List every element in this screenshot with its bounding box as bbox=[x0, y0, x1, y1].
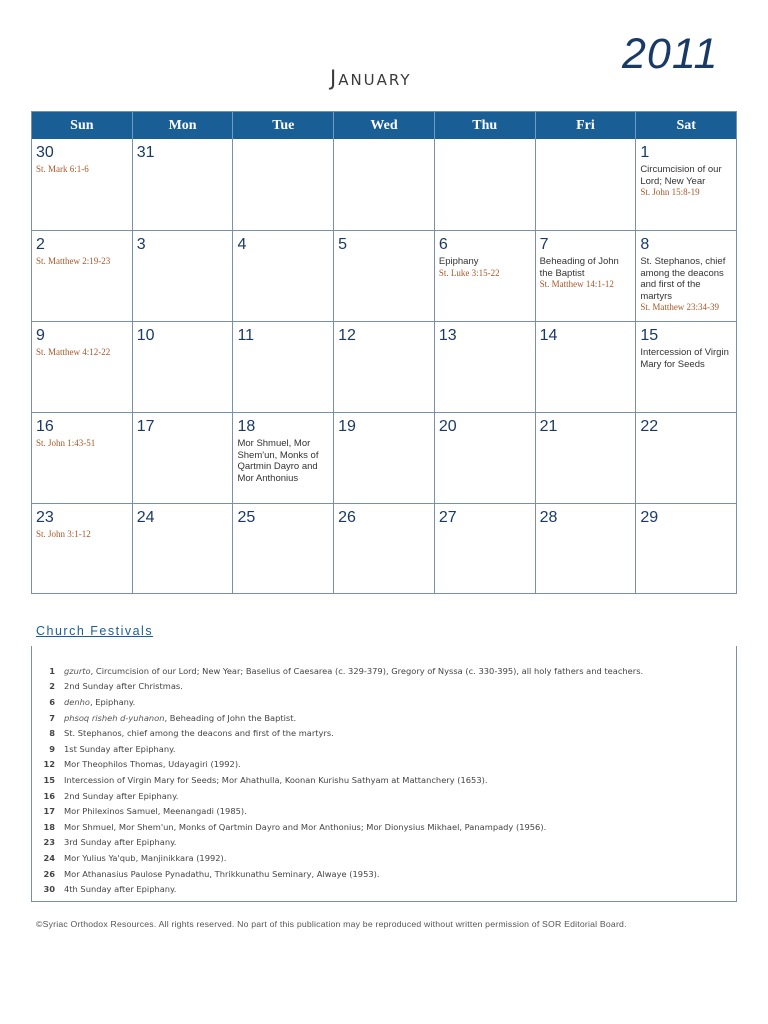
festival-item bbox=[32, 694, 736, 710]
day-cell bbox=[233, 139, 334, 230]
day-number: 21 bbox=[539, 418, 558, 435]
day-cell bbox=[233, 504, 334, 594]
festival-item bbox=[32, 725, 736, 741]
day-cell bbox=[334, 413, 435, 503]
day-reading: St. Matthew 4:12-22 bbox=[36, 347, 111, 357]
day-number: 12 bbox=[338, 327, 356, 344]
day-event: Mor Shmuel, Mor Shem'un, Monks of Qartmin Dayro and Mor Anthonius bbox=[237, 438, 319, 484]
day-cell bbox=[435, 322, 536, 412]
festival-description bbox=[64, 869, 380, 879]
weekday-sun: Sun bbox=[32, 112, 133, 139]
festival-item bbox=[32, 679, 736, 695]
day-cell bbox=[32, 413, 133, 503]
festival-description bbox=[64, 697, 135, 707]
festival-text: , Beheading of John the Baptist. bbox=[164, 712, 297, 723]
calendar-week bbox=[32, 321, 736, 412]
festival-item bbox=[32, 866, 736, 882]
church-festivals-heading: Church Festivals bbox=[36, 624, 154, 638]
festival-day: 30 bbox=[43, 884, 55, 895]
festival-description bbox=[64, 884, 176, 894]
calendar-grid bbox=[31, 111, 737, 594]
day-reading: St. Matthew 23:34-39 bbox=[640, 302, 720, 312]
day-cell bbox=[233, 231, 334, 321]
festival-day: 18 bbox=[43, 821, 55, 832]
festival-text: , Circumcision of our Lord; New Year; Baselius of Caesarea (c. 329-379), Gregory of Nyssa (c. 330-395), all holy fathers and teachers. bbox=[90, 665, 644, 676]
festival-day: 12 bbox=[43, 759, 55, 770]
day-cell bbox=[32, 504, 133, 594]
day-number: 27 bbox=[438, 509, 457, 526]
festival-day: 15 bbox=[43, 774, 55, 785]
day-number: 3 bbox=[136, 236, 146, 253]
day-number: 13 bbox=[438, 327, 457, 344]
festival-text: 2nd Sunday after Epiphany. bbox=[64, 790, 179, 801]
festival-item bbox=[32, 788, 736, 804]
day-cell bbox=[133, 322, 234, 412]
festival-day: 9 bbox=[49, 743, 55, 754]
day-number: 26 bbox=[338, 509, 356, 526]
weekday-thu: Thu bbox=[435, 112, 536, 139]
festival-text: 3rd Sunday after Epiphany. bbox=[64, 837, 177, 848]
festival-description bbox=[64, 666, 643, 676]
day-cell bbox=[32, 322, 133, 412]
festival-description bbox=[64, 728, 334, 738]
day-reading: St. John 15:8-19 bbox=[640, 187, 700, 197]
festival-item bbox=[32, 741, 736, 757]
festival-description bbox=[64, 713, 296, 723]
festival-text: 4th Sunday after Epiphany. bbox=[64, 884, 177, 895]
day-event: Epiphany bbox=[438, 256, 479, 267]
day-number: 9 bbox=[36, 327, 45, 344]
day-number: 17 bbox=[136, 418, 155, 435]
calendar-week bbox=[32, 139, 736, 230]
day-number: 20 bbox=[438, 418, 457, 435]
day-cell bbox=[636, 504, 736, 594]
weekday-fri: Fri bbox=[536, 112, 637, 139]
festival-text: Intercession of Virgin Mary for Seeds; Mor Ahathulla, Koonan Kurishu Sathyam at Mattanchery (1653). bbox=[64, 774, 488, 785]
festival-day: 26 bbox=[43, 868, 55, 879]
day-number: 19 bbox=[338, 418, 356, 435]
day-cell bbox=[435, 231, 536, 321]
festival-description bbox=[64, 837, 176, 847]
copyright-footer: ©Syriac Orthodox Resources. All rights reserved. No part of this publication may be reproduced without written permission of SOR Editorial Board. bbox=[36, 919, 627, 929]
festival-day: 8 bbox=[49, 728, 55, 739]
day-reading: St. Matthew 2:19-23 bbox=[36, 256, 111, 266]
day-number: 30 bbox=[36, 144, 54, 161]
festival-item bbox=[32, 803, 736, 819]
festival-description bbox=[64, 822, 546, 832]
festival-description bbox=[64, 853, 226, 863]
festival-description bbox=[64, 744, 176, 754]
festival-day: 1 bbox=[49, 665, 55, 676]
calendar-month: January bbox=[330, 66, 412, 90]
day-reading: St. John 1:43-51 bbox=[36, 438, 96, 448]
day-cell bbox=[334, 504, 435, 594]
day-event: St. Stephanos, chief among the deacons and first of the martyrs bbox=[640, 256, 726, 302]
day-cell bbox=[32, 139, 133, 230]
day-cell bbox=[233, 413, 334, 503]
day-number: 7 bbox=[539, 236, 549, 253]
day-event: Circumcision of our Lord; New Year bbox=[640, 164, 722, 187]
day-cell bbox=[133, 413, 234, 503]
day-cell bbox=[334, 322, 435, 412]
day-number: 6 bbox=[438, 236, 448, 253]
day-cell bbox=[636, 413, 736, 503]
day-number: 8 bbox=[640, 236, 650, 253]
day-number: 10 bbox=[136, 327, 155, 344]
calendar-weeks bbox=[32, 139, 736, 594]
day-cell bbox=[334, 231, 435, 321]
festival-syriac-name: gzurto bbox=[64, 665, 91, 676]
festival-item bbox=[32, 663, 736, 679]
day-cell bbox=[435, 139, 536, 230]
day-cell bbox=[435, 413, 536, 503]
day-cell bbox=[536, 322, 637, 412]
festival-day: 7 bbox=[49, 712, 55, 723]
festival-description bbox=[64, 681, 183, 691]
calendar-week bbox=[32, 503, 736, 594]
church-festivals-box bbox=[31, 646, 737, 902]
festival-item bbox=[32, 835, 736, 851]
festival-text: 2nd Sunday after Christmas. bbox=[64, 681, 183, 692]
festival-list bbox=[32, 663, 736, 897]
day-cell bbox=[636, 322, 736, 412]
calendar-year: 2011 bbox=[622, 30, 719, 78]
festival-description bbox=[64, 791, 178, 801]
day-number: 11 bbox=[237, 327, 255, 344]
day-cell bbox=[536, 413, 637, 503]
day-number: 23 bbox=[36, 509, 54, 526]
festival-day: 6 bbox=[49, 696, 55, 707]
festival-item bbox=[32, 850, 736, 866]
weekday-mon: Mon bbox=[133, 112, 234, 139]
day-cell bbox=[133, 504, 234, 594]
day-number: 2 bbox=[36, 236, 45, 253]
day-cell bbox=[636, 139, 736, 230]
festival-description bbox=[64, 806, 247, 816]
festival-text: Mor Philexinos Samuel, Meenangadi (1985). bbox=[64, 806, 247, 817]
festival-item bbox=[32, 710, 736, 726]
festival-item bbox=[32, 881, 736, 897]
day-number: 22 bbox=[640, 418, 659, 435]
day-cell bbox=[334, 139, 435, 230]
day-number: 14 bbox=[539, 327, 558, 344]
day-cell bbox=[536, 231, 637, 321]
festival-text: , Epiphany. bbox=[89, 696, 136, 707]
festival-syriac-name: phsoq risheh d-yuhanon bbox=[64, 712, 165, 723]
day-cell bbox=[32, 231, 133, 321]
weekday-tue: Tue bbox=[233, 112, 334, 139]
day-number: 29 bbox=[640, 509, 659, 526]
festival-day: 2 bbox=[49, 681, 55, 692]
day-cell bbox=[536, 139, 637, 230]
day-number: 25 bbox=[237, 509, 256, 526]
festival-day: 17 bbox=[43, 806, 55, 817]
festival-day: 24 bbox=[43, 852, 55, 863]
day-number: 24 bbox=[136, 509, 155, 526]
day-reading: St. Matthew 14:1-12 bbox=[539, 279, 614, 289]
day-cell bbox=[636, 231, 736, 321]
festival-item bbox=[32, 772, 736, 788]
festival-text: Mor Yulius Ya'qub, Manjinikkara (1992). bbox=[64, 852, 227, 863]
festival-description bbox=[64, 775, 487, 785]
festival-item bbox=[32, 757, 736, 773]
day-number: 31 bbox=[136, 144, 155, 161]
day-cell bbox=[435, 504, 536, 594]
day-reading: St. Mark 6:1-6 bbox=[36, 164, 89, 174]
day-number: 18 bbox=[237, 418, 256, 435]
day-number: 15 bbox=[640, 327, 659, 344]
weekday-header bbox=[32, 112, 736, 139]
day-reading: St. Luke 3:15-22 bbox=[438, 267, 500, 278]
calendar-week bbox=[32, 412, 736, 503]
festival-text: Mor Athanasius Paulose Pynadathu, Thrikkunathu Seminary, Alwaye (1953). bbox=[64, 868, 380, 879]
festival-text: Mor Shmuel, Mor Shem'un, Monks of Qartmin Dayro and Mor Anthonius; Mor Dionysius Mikhael, Panampady (1956). bbox=[64, 821, 547, 832]
day-reading: St. John 3:1-12 bbox=[36, 529, 91, 539]
weekday-wed: Wed bbox=[334, 112, 435, 139]
day-cell bbox=[133, 139, 234, 230]
festival-item bbox=[32, 819, 736, 835]
day-number: 1 bbox=[640, 144, 650, 161]
festival-day: 23 bbox=[43, 837, 55, 848]
day-cell bbox=[536, 504, 637, 594]
day-cell bbox=[133, 231, 234, 321]
festival-text: Mor Theophilos Thomas, Udayagiri (1992). bbox=[64, 759, 241, 770]
festival-text: St. Stephanos, chief among the deacons and first of the martyrs. bbox=[64, 728, 334, 739]
festival-day: 16 bbox=[43, 790, 55, 801]
day-number: 4 bbox=[237, 236, 247, 253]
festival-text: 1st Sunday after Epiphany. bbox=[64, 743, 176, 754]
calendar-week bbox=[32, 230, 736, 321]
day-number: 16 bbox=[36, 418, 54, 435]
day-event: Intercession of Virgin Mary for Seeds bbox=[640, 347, 729, 370]
day-cell bbox=[233, 322, 334, 412]
day-number: 28 bbox=[539, 509, 558, 526]
weekday-sat: Sat bbox=[676, 118, 696, 133]
day-number: 5 bbox=[338, 236, 348, 253]
festival-description bbox=[64, 759, 241, 769]
festival-syriac-name: denho bbox=[64, 696, 90, 707]
day-event: Beheading of John the Baptist bbox=[539, 256, 619, 279]
